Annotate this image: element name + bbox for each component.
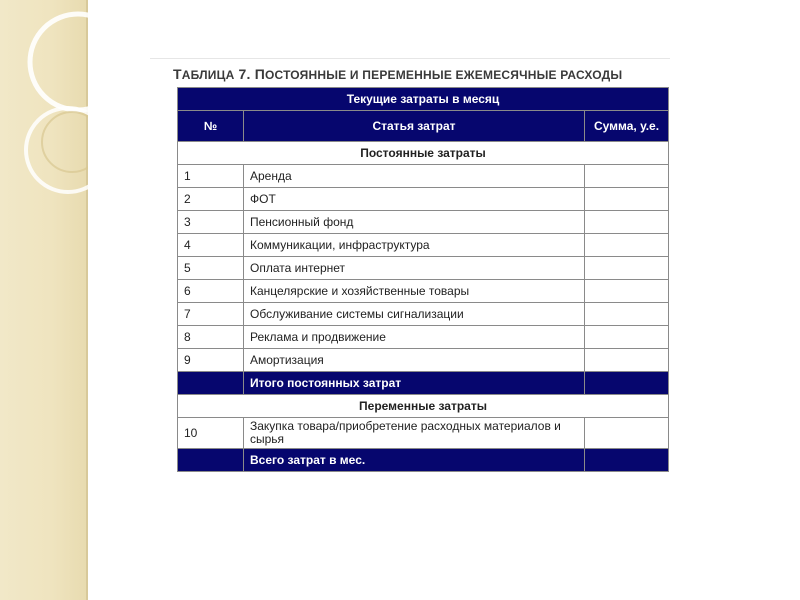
table-row bbox=[178, 280, 669, 303]
table-row bbox=[178, 349, 669, 372]
row-sum bbox=[585, 257, 669, 280]
row-item: Коммуникации, инфраструктура bbox=[244, 234, 585, 257]
decorative-circles bbox=[0, 0, 88, 600]
expenses-table bbox=[177, 87, 669, 472]
fixed-total-sum bbox=[585, 372, 669, 395]
variable-section-row bbox=[178, 395, 669, 418]
table-row bbox=[178, 188, 669, 211]
header-item: Статья затрат bbox=[244, 111, 585, 142]
table-row bbox=[178, 326, 669, 349]
row-num: 9 bbox=[178, 349, 244, 372]
row-sum bbox=[585, 188, 669, 211]
row-num: 6 bbox=[178, 280, 244, 303]
fixed-section-label: Постоянные затраты bbox=[178, 142, 669, 165]
row-sum bbox=[585, 303, 669, 326]
table-row bbox=[178, 234, 669, 257]
grand-total-num-cell bbox=[178, 449, 244, 472]
row-item: Пенсионный фонд bbox=[244, 211, 585, 234]
row-sum bbox=[585, 234, 669, 257]
row-num: 2 bbox=[178, 188, 244, 211]
row-item: Аренда bbox=[244, 165, 585, 188]
decorative-sidebar bbox=[0, 0, 88, 600]
table-title: Текущие затраты в месяц bbox=[178, 88, 669, 111]
row-sum bbox=[585, 326, 669, 349]
header-sum: Сумма, у.е. bbox=[585, 111, 669, 142]
table-row bbox=[178, 165, 669, 188]
grand-total-label: Всего затрат в мес. bbox=[244, 449, 585, 472]
row-sum bbox=[585, 418, 669, 449]
row-sum bbox=[585, 349, 669, 372]
row-num: 5 bbox=[178, 257, 244, 280]
row-num: 10 bbox=[178, 418, 244, 449]
table-row bbox=[178, 418, 669, 449]
column-header-row bbox=[178, 111, 669, 142]
row-item: ФОТ bbox=[244, 188, 585, 211]
fixed-total-row bbox=[178, 372, 669, 395]
grand-total-sum bbox=[585, 449, 669, 472]
grand-total-row bbox=[178, 449, 669, 472]
row-num: 8 bbox=[178, 326, 244, 349]
row-sum bbox=[585, 165, 669, 188]
table-caption: ТАБЛИЦА 7. ПОСТОЯННЫЕ И ПЕРЕМЕННЫЕ ЕЖЕМЕСЯЧНЫЕ РАСХОДЫ bbox=[173, 66, 623, 82]
table-title-row bbox=[178, 88, 669, 111]
table-row bbox=[178, 303, 669, 326]
variable-section-label: Переменные затраты bbox=[178, 395, 669, 418]
row-item: Реклама и продвижение bbox=[244, 326, 585, 349]
fixed-total-label: Итого постоянных затрат bbox=[244, 372, 585, 395]
row-num: 4 bbox=[178, 234, 244, 257]
row-num: 1 bbox=[178, 165, 244, 188]
row-item: Оплата интернет bbox=[244, 257, 585, 280]
caption-separator bbox=[150, 58, 670, 59]
table-row bbox=[178, 257, 669, 280]
table-row bbox=[178, 211, 669, 234]
row-num: 3 bbox=[178, 211, 244, 234]
row-item: Закупка товара/приобретение расходных материалов и сырья bbox=[244, 418, 585, 449]
row-item: Обслуживание системы сигнализации bbox=[244, 303, 585, 326]
row-num: 7 bbox=[178, 303, 244, 326]
row-item: Канцелярские и хозяйственные товары bbox=[244, 280, 585, 303]
row-item: Амортизация bbox=[244, 349, 585, 372]
row-sum bbox=[585, 211, 669, 234]
fixed-section-row bbox=[178, 142, 669, 165]
header-num: № bbox=[178, 111, 244, 142]
total-num-cell bbox=[178, 372, 244, 395]
row-sum bbox=[585, 280, 669, 303]
